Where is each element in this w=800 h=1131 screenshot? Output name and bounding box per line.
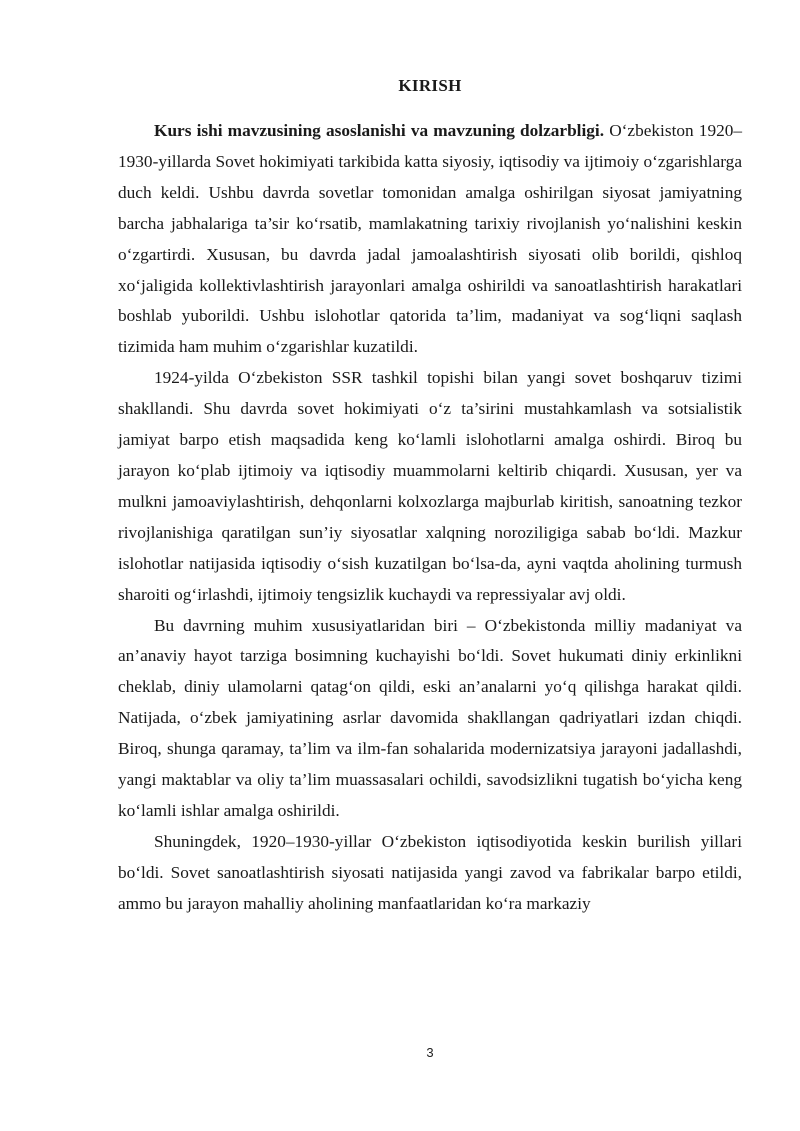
paragraph-1 xyxy=(118,116,742,363)
paragraph-4: Shuningdek, 1920–1930-yillar O‘zbekiston iqtisodiyotida keskin burilish yillari bo‘ldi. Sovet sanoatlashtirish siyosati natijasida yangi zavod va fabrikalar barpo etildi, ammo bu jarayon mahalliy aholining manfaatlaridan ko‘ra markaziy xyxy=(118,831,742,913)
body-text xyxy=(118,116,742,920)
paragraph-lead: Kurs ishi mavzusining asoslanishi va mavzuning dolzarbligi. xyxy=(154,121,605,140)
paragraph-text: O‘zbekiston 1920–1930-yillarda Sovet hokimiyati tarkibida katta siyosiy, iqtisodiy va ijtimoiy o‘zgarishlarga duch keldi. Ushbu davrda sovetlar tomonidan amalga oshirilgan siyosat jamiyatning barcha jabhalariga ta’sir ko‘rsatib, mamlakatning tarixiy rivojlanish yo‘nalishini keskin o‘zgartirdi. Xususan, bu davrda jadal jamoalashtirish siyosati olib borildi, qishloq xo‘jaligida kollektivlashtirish jarayonlari amalga oshirildi va sanoatlashtirish harakatlari boshlab yuborildi. Ushbu islohotlar qatorida ta’lim, madaniyat va sog‘liqni saqlash tizimida ham muhim o‘zgarishlar kuzatildi. xyxy=(118,121,743,357)
page-number: 3 xyxy=(426,1045,434,1060)
paragraph-3: Bu davrning muhim xususiyatlaridan biri – O‘zbekistonda milliy madaniyat va an’anaviy hayot tarziga bosimning kuchayishi bo‘ldi. Sovet hukumati diniy erkinlikni cheklab, diniy ulamolarni qatag‘on qildi, eski an’analarni yo‘q qilishga harakat qildi. Natijada, o‘zbek jamiyatining asrlar davomida shakllangan qadriyatlari izdan chiqdi. Biroq, shunga qaramay, ta’lim va ilm-fan sohalarida modernizatsiya jarayoni jadallashdi, yangi maktablar va oliy ta’lim muassasalari ochildi, savodsizlikni tugatish bo‘yicha keng ko‘lamli ishlar amalga oshirildi. xyxy=(118,615,742,820)
paragraph-2: 1924-yilda O‘zbekiston SSR tashkil topishi bilan yangi sovet boshqaruv tizimi shakllandi. Shu davrda sovet hokimiyati o‘z ta’sirini mustahkamlash va sotsialistik jamiyat barpo etish maqsadida keng ko‘lamli islohotlarni amalga oshirdi. Biroq bu jarayon ko‘plab ijtimoiy va iqtisodiy muammolarni keltirib chiqardi. Xususan, yer va mulkni jamoaviylashtirish, dehqonlarni kolxozlarga majburlab kiritish, sanoatning tezkor rivojlanishiga qaratilgan sun’iy siyosatlar xalqning noroziligiga sabab bo‘ldi. Mazkur islohotlar natijasida iqtisodiy o‘sish kuzatilgan bo‘lsa-da, ayni vaqtda aholining turmush sharoiti og‘irlashdi, ijtimoiy tengsizlik kuchaydi va repressiyalar avj oldi. xyxy=(118,368,742,604)
section-heading: KIRISH xyxy=(398,76,462,95)
